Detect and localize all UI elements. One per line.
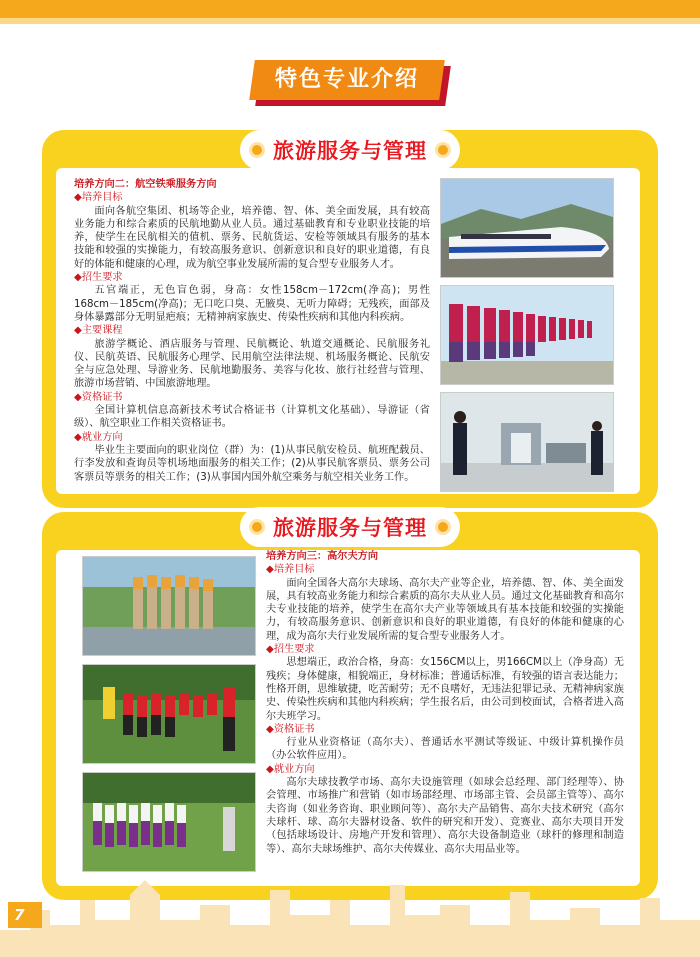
section1-header-label: 旅游服务与管理	[273, 139, 427, 163]
photo-golf-students-red	[82, 664, 256, 764]
section2-goal-heading: ◆培养目标	[266, 564, 315, 576]
section2-req-text: 思想端正，政治合格，身高：女156CM以上，男166CM以上（净身高）无残疾；身体健康，相貌端正，身材标准；普通话标准，有较强的语言表达能力；性格开朗，思维敏捷，吃苦耐劳；无不良嗜好，无违法犯罪记录、无精神病家族史、传染性疾病和其他内科疾病；学生报名后，由公司到校面试，合格者进入高尔夫班学习。	[266, 657, 624, 722]
section1-text	[74, 178, 430, 484]
section2-header-label: 旅游服务与管理	[273, 516, 427, 540]
top-decor-stripe	[0, 18, 700, 24]
city-skyline-decor	[0, 870, 700, 957]
section1-goal-text: 面向各航空集团、机场等企业，培养德、智、体、美全面发展，具有较高业务能力和综合素质的民航地勤从业人员。通过基础教育和专业职业技能的培养，使学生在民航相关的值机、票务、民航货运、安检等领域具有服务的基本技能和较强的实操能力，有较高服务意识、创新意识和良好的职业道德，有良好的体能和健康的心理，成为航空事业发展所需的复合型专业服务人才。	[74, 205, 430, 270]
section1-course-heading: ◆主要课程	[74, 325, 123, 337]
photo-golf-students-purple	[82, 772, 256, 872]
section1-req-heading: ◆招生要求	[74, 272, 123, 284]
top-decor-bar	[0, 0, 700, 18]
photo-high-speed-train	[440, 178, 614, 278]
photo-golf-students-group	[82, 556, 256, 656]
circle-bullet-icon	[435, 142, 451, 158]
page-title: 特色专业介绍	[274, 67, 419, 92]
section2-header	[240, 507, 460, 547]
section2-cert-heading: ◆资格证书	[266, 723, 315, 735]
section1-course-text: 旅游学概论、酒店服务与管理、民航概论、轨道交通概论、民航服务礼仪、民航英语、民航服务心理学、民用航空法律法规、机场服务概论、民航安全与应急处理、导游业务、民航地勤服务、美容与化妆、旅行社经营与管理、旅游市场营销、中国旅游地理。	[74, 338, 430, 390]
circle-bullet-icon	[249, 142, 265, 158]
section1-cert-heading: ◆资格证书	[74, 391, 123, 403]
section2-direction: 培养方向三：高尔夫方向	[266, 551, 379, 562]
page-number: 7	[8, 902, 42, 928]
section1-job-heading: ◆就业方向	[74, 431, 123, 443]
section2-req-heading: ◆招生要求	[266, 644, 315, 656]
circle-bullet-icon	[249, 519, 265, 535]
section1-header	[240, 130, 460, 170]
section1-job-text: 毕业生主要面向的职业岗位（群）为：(1)从事民航安检员、航班配载员、行李发放和查询员等机场地面服务的相关工作；(2)从事民航客票员、票务公司客票员等票务的相关工作；(3)从事国内国外航空乘务与航空相关业务工作。	[74, 444, 430, 483]
section2-job-text: 高尔夫球技教学市场、高尔夫设施管理（如球会总经理、部门经理等）、协会管理、市场推广和营销（如市场部经理、市场部主管、会员部主管等）、高尔夫咨询（如业务咨询、职业顾问等）、高尔夫产品销售、高尔夫技术研究（高尔夫球杆、球、高尔夫器材设备、软件的研究和开发）、竞赛业、高尔夫项目开发（包括球场设计、房地产开发和管理）、高尔夫设备制造业（球杆的修理和制造等）、高尔夫球场维护、高尔夫传媒业、高尔夫用品业等。	[266, 777, 624, 855]
section2-cert-text: 行业从业资格证（高尔夫）、普通话水平测试等级证、中级计算机操作员（办公软件应用）。	[266, 737, 624, 762]
section2-goal-text: 面向全国各大高尔夫球场、高尔夫产业等企业，培养德、智、体、美全面发展，具有较高业务能力和综合素质的高尔夫从业人员。通过文化基础教育和高尔夫专业技能的培养，使学生在高尔夫产业等领域具有基本技能和较强的实操能力，有较高服务意识、创新意识和良好的职业道德，有良好的体能和健康的心理，成为高尔夫行业发展所需的复合型专业服务人才。	[266, 577, 624, 642]
circle-bullet-icon	[435, 519, 451, 535]
section1-direction: 培养方向二：航空铁乘服务方向	[74, 179, 217, 190]
section1-cert-text: 全国计算机信息高新技术考试合格证书（计算机文化基础）、导游证（省级）、航空职业工作相关资格证书。	[74, 405, 430, 430]
photo-airport-security	[440, 392, 614, 492]
section1-req-text: 五官端正，无色盲色弱，身高：女性158cm－172cm(净高)；男性168cm－185cm(净高)；无口吃口臭、无腋臭、无听力障碍；无残疾，面部及身体暴露部分无明显疤痕；无精神病家族史、传染性疾病和其他内科疾病。	[74, 285, 430, 323]
page-title-banner	[252, 60, 448, 106]
section2-text	[266, 550, 624, 856]
section1-goal-heading: ◆培养目标	[74, 192, 123, 204]
photo-flight-attendants	[440, 285, 614, 385]
section2-job-heading: ◆就业方向	[266, 763, 315, 775]
